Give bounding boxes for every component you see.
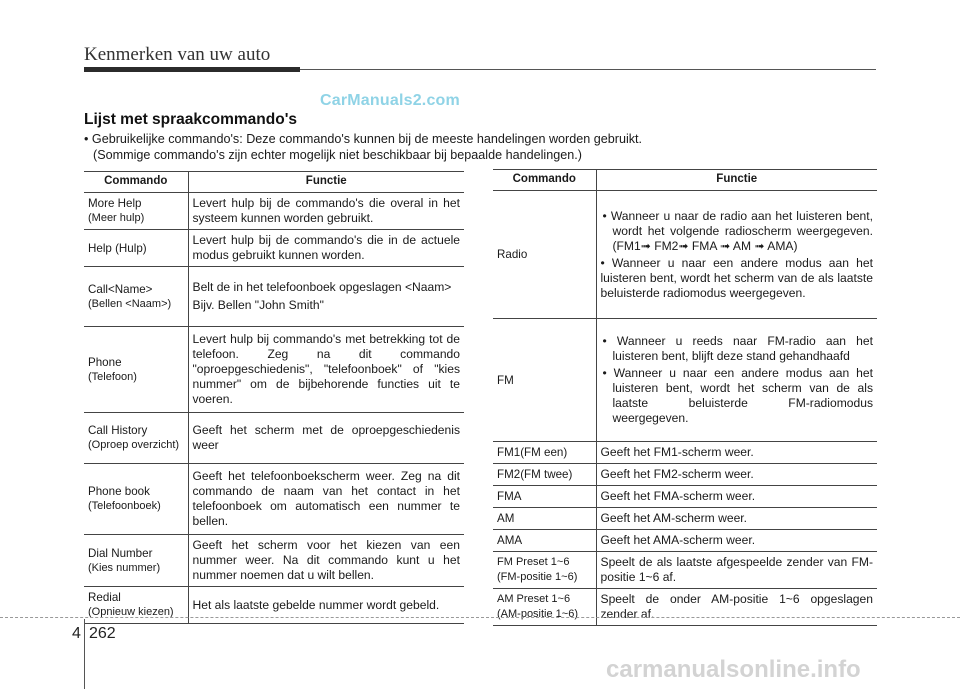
- command-cell: FMA: [493, 486, 596, 508]
- right-command-table: [493, 169, 877, 626]
- watermark-top: CarManuals2.com: [320, 92, 460, 109]
- table-row: [493, 589, 877, 626]
- table-row: [493, 486, 877, 508]
- command-cell: Phone book (Telefoonboek): [84, 464, 188, 535]
- function-cell: Speelt de onder AM-positie 1~6 opgeslagen zender af.: [596, 589, 877, 626]
- command-cell: AM: [493, 508, 596, 530]
- function-cell: Levert hulp bij commando's met betrekking tot de telefoon. Zeg na dit commando "oproepgeschiedenis", "telefoonboek" of "kies nummer" om de bijbehorende functies uit te voeren.: [188, 327, 464, 413]
- intro-line-2: (Sommige commando's zijn echter mogelijk niet beschikbaar bij bepaalde handelingen.): [93, 148, 582, 162]
- command-cell: Dial Number (Kies nummer): [84, 535, 188, 587]
- function-cell: • Wanneer u reeds naar FM-radio aan het luisteren bent, blijft deze stand gehandhaafd • Wanneer u naar een andere modus aan het luisteren bent, wordt het scherm van de als laatste beluisterde FM-radiomodus weergegeven.: [596, 319, 877, 442]
- table-row: [84, 230, 464, 267]
- page-divider: [0, 617, 960, 618]
- table-row: [84, 193, 464, 230]
- intro-text: [84, 131, 884, 163]
- command-cell: FM2(FM twee): [493, 464, 596, 486]
- table-row: [84, 413, 464, 464]
- function-cell: Levert hulp bij de commando's die in de actuele modus gebruikt kunnen worden.: [188, 230, 464, 267]
- command-cell: AM Preset 1~6 (AM-positie 1~6): [493, 589, 596, 626]
- table-row: [84, 464, 464, 535]
- command-cell: Call<Name> (Bellen <Naam>): [84, 267, 188, 327]
- function-cell: Geeft het AMA-scherm weer.: [596, 530, 877, 552]
- function-cell: Belt de in het telefoonboek opgeslagen <Naam> Bijv. Bellen "John Smith": [188, 267, 464, 327]
- command-cell: Call History (Oproep overzicht): [84, 413, 188, 464]
- col-header-command: Commando: [493, 170, 596, 191]
- chapter-number: 4: [72, 625, 81, 642]
- col-header-function: Functie: [596, 170, 877, 191]
- command-cell: FM: [493, 319, 596, 442]
- table-row: [493, 442, 877, 464]
- table-header-row: [493, 170, 877, 191]
- header-bar: [84, 67, 300, 72]
- chapter-header-title: Kenmerken van uw auto: [84, 44, 271, 65]
- function-cell: Geeft het FMA-scherm weer.: [596, 486, 877, 508]
- function-cell: Het als laatste gebelde nummer wordt gebeld.: [188, 587, 464, 624]
- command-cell: Phone (Telefoon): [84, 327, 188, 413]
- function-cell: Geeft het scherm met de oproepgeschiedenis weer: [188, 413, 464, 464]
- table-row-fm: [493, 319, 877, 442]
- table-row: [493, 508, 877, 530]
- table-row: [493, 552, 877, 589]
- function-cell: • Wanneer u naar de radio aan het luisteren bent, wordt het volgende radioscherm weergegeven. (FM1➟ FM2➟ FMA ➟ AM ➟ AMA) • Wanneer u naar een andere modus aan het luisteren bent, wordt het scherm van de als laatste beluisterde radiomodus weergegeven.: [596, 191, 877, 319]
- col-header-function: Functie: [188, 172, 464, 193]
- page-number-rule: [84, 619, 85, 689]
- function-cell: Levert hulp bij de commando's die overal in het systeem kunnen worden gebruikt.: [188, 193, 464, 230]
- intro-line-1: • Gebruikelijke commando's: Deze commando's kunnen bij de meeste handelingen worden gebruikt.: [84, 132, 643, 146]
- col-header-command: Commando: [84, 172, 188, 193]
- command-cell: More Help (Meer hulp): [84, 193, 188, 230]
- function-cell: Speelt de als laatste afgespeelde zender van FM-positie 1~6 af.: [596, 552, 877, 589]
- function-cell: Geeft het telefoonboekscherm weer. Zeg na dit commando de naam van het contact in het telefoonboek om automatisch een nummer te bellen.: [188, 464, 464, 535]
- function-cell: Geeft het FM2-scherm weer.: [596, 464, 877, 486]
- page-number: 262: [89, 625, 116, 642]
- function-cell: Geeft het AM-scherm weer.: [596, 508, 877, 530]
- section-title: Lijst met spraakcommando's: [84, 111, 298, 128]
- header-rule: [300, 69, 876, 70]
- table-row: [84, 267, 464, 327]
- left-command-table: [84, 171, 464, 624]
- table-row: [84, 535, 464, 587]
- command-cell: Help (Hulp): [84, 230, 188, 267]
- table-row: [493, 464, 877, 486]
- command-cell: FM1(FM een): [493, 442, 596, 464]
- command-cell: FM Preset 1~6 (FM-positie 1~6): [493, 552, 596, 589]
- table-header-row: [84, 172, 464, 193]
- watermark-bottom: carmanualsonline.info: [606, 656, 861, 683]
- command-cell: Redial (Opnieuw kiezen): [84, 587, 188, 624]
- table-row: [493, 530, 877, 552]
- command-cell: Radio: [493, 191, 596, 319]
- function-cell: Geeft het scherm voor het kiezen van een nummer weer. Na dit commando kunt u het nummer noemen dat u wilt bellen.: [188, 535, 464, 587]
- function-cell: Geeft het FM1-scherm weer.: [596, 442, 877, 464]
- command-cell: AMA: [493, 530, 596, 552]
- table-row: [84, 327, 464, 413]
- table-row-radio: [493, 191, 877, 319]
